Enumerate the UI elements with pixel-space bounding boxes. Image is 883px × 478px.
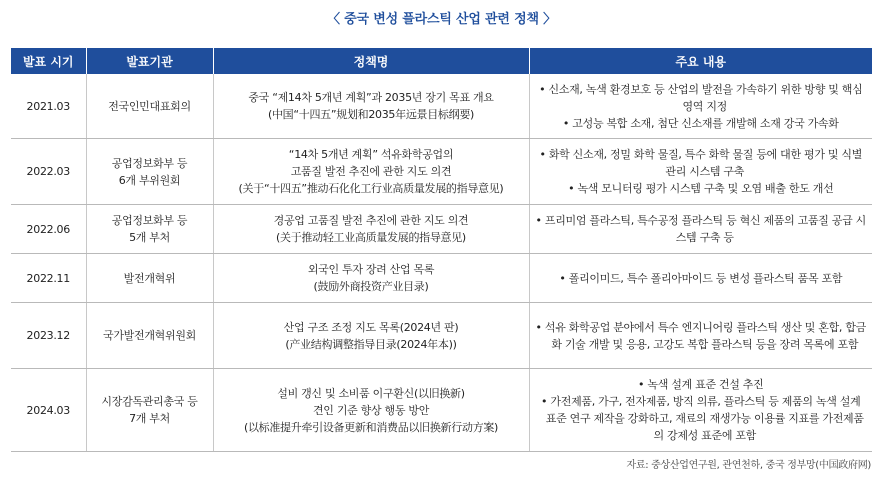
- cell-content: • 석유 화학공업 분야에서 특수 엔지니어링 플라스틱 생산 및 혼합, 합금화 기술 개발 및 응용, 고강도 복합 플라스틱 등을 장려 목록에 포함: [529, 303, 872, 369]
- header-policy: 정책명: [213, 48, 529, 74]
- table-row: [11, 303, 872, 369]
- cell-policy: 경공업 고품질 발전 추진에 관한 지도 의견 (关于推动轻工业高质量发展的指导意见): [213, 205, 529, 254]
- table-row: [11, 139, 872, 205]
- cell-content: • 폴리이미드, 특수 폴리아마이드 등 변성 플라스틱 품목 포함: [529, 254, 872, 303]
- cell-policy: 외국인 투자 장려 산업 목록 (鼓励外商投资产业目录): [213, 254, 529, 303]
- cell-content: • 녹색 설계 표준 건설 추진 • 가전제품, 가구, 전자제품, 방직 의류, 플라스틱 등 제품의 녹색 설계 표준 연구 제작을 강화하고, 재료의 재생가능 이용률 지표를 가전제품의 강제성 표준에 포함: [529, 369, 872, 452]
- cell-content: • 프리미엄 플라스틱, 특수공정 플라스틱 등 혁신 제품의 고품질 공급 시스템 구축 등: [529, 205, 872, 254]
- table-row: [11, 369, 872, 452]
- cell-agency: 전국인민대표회의: [86, 74, 213, 139]
- cell-policy: 설비 갱신 및 소비품 이구환신(以旧换新) 견인 기준 향상 행동 방안 (以标准提升牵引设备更新和消费品以旧换新行动方案): [213, 369, 529, 452]
- cell-content: • 화학 신소재, 정밀 화학 물질, 특수 화학 물질 등에 대한 평가 및 식별 관리 시스템 구축 • 녹색 모니터링 평가 시스템 구축 및 오염 배출 한도 개선: [529, 139, 872, 205]
- cell-agency: 시장감독관리총국 등 7개 부처: [86, 369, 213, 452]
- cell-date: 2022.06: [11, 205, 86, 254]
- table-row: [11, 205, 872, 254]
- header-row: [11, 48, 872, 74]
- table-row: [11, 74, 872, 139]
- header-content: 주요 내용: [529, 48, 872, 74]
- source-note: 자료: 중상산업연구원, 관연천하, 중국 정부망(中国政府网): [626, 460, 871, 471]
- cell-agency: 발전개혁위: [86, 254, 213, 303]
- header-date: 발표 시기: [11, 48, 86, 74]
- cell-date: 2022.11: [11, 254, 86, 303]
- table-row: [11, 254, 872, 303]
- cell-date: 2022.03: [11, 139, 86, 205]
- cell-agency: 공업정보화부 등 5개 부처: [86, 205, 213, 254]
- cell-policy: “14차 5개년 계획” 석유화학공업의 고품질 발전 추진에 관한 지도 의견 (关于“十四五”推动石化化工行业高质量发展的指导意见): [213, 139, 529, 205]
- cell-date: 2023.12: [11, 303, 86, 369]
- cell-content: • 신소재, 녹색 환경보호 등 산업의 발전을 가속하기 위한 방향 및 핵심 영역 지정 • 고성능 복합 소재, 첨단 신소재를 개발해 소재 강국 가속화: [529, 74, 872, 139]
- table-title: 〈 중국 변성 플라스틱 산업 관련 정책 〉: [327, 12, 556, 27]
- cell-policy: 중국 “제14차 5개년 계획”과 2035년 장기 목표 개요 (中国“十四五”规划和2035年远景目标纲要): [213, 74, 529, 139]
- cell-date: 2021.03: [11, 74, 86, 139]
- cell-agency: 국가발전개혁위원회: [86, 303, 213, 369]
- cell-date: 2024.03: [11, 369, 86, 452]
- header-agency: 발표기관: [86, 48, 213, 74]
- cell-agency: 공업정보화부 등 6개 부위원회: [86, 139, 213, 205]
- policy-table: [11, 48, 872, 452]
- cell-policy: 산업 구조 조정 지도 목록(2024년 판) (产业结构调整指导目录(2024年本)): [213, 303, 529, 369]
